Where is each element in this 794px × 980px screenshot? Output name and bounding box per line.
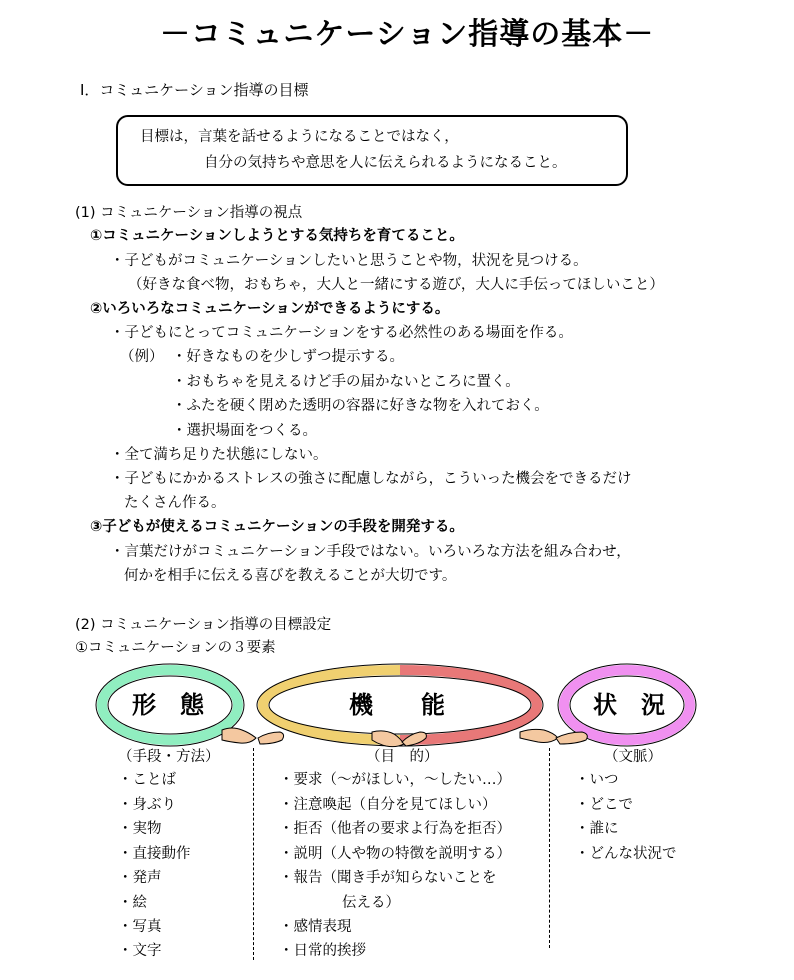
point3-title: ③子どもが使えるコミュニケーションの手段を開発する。 [90,519,464,535]
situation-label: 状 況 [593,691,665,719]
example-label: （例） [120,349,164,365]
example-item: ・おもちゃを見えるけど手の届かないところに置く。 [172,374,520,390]
point1-line2: （好きな食べ物，おもちゃ，大人と一緒にする遊び，大人に手伝ってほしいこと） [128,277,664,293]
form-item: ・身ぶり [118,797,176,813]
function-item: ・説明（人や物の特徴を説明する） [279,846,511,862]
point2-title: ②いろいろなコミュニケーションができるようにする。 [90,301,450,317]
form-caption: （手段・方法） [118,749,220,765]
point1-line1: ・子どもがコミュニケーションしたいと思うことや物，状況を見つける。 [110,253,588,269]
function-item: ・感情表現 [279,919,352,935]
function-item: ・要求（～がほしい，～したい…） [279,772,511,788]
part2-heading: (2) コミュニケーション指導の目標設定 [75,617,332,633]
example-item: ・ふたを硬く閉めた透明の容器に好きな物を入れておく。 [172,398,549,414]
goal-box [116,115,628,186]
form-item: ・絵 [118,895,147,911]
point2-line1: ・子どもにとってコミュニケーションをする必然性のある場面を作る。 [110,325,573,341]
example-item: ・選択場面をつくる。 [172,423,317,439]
situation-caption: （文脈） [604,749,662,765]
form-item: ・実物 [118,821,162,837]
situation-item: ・誰に [575,821,619,837]
form-item: ・ことば [118,772,176,788]
situation-item: ・どんな状況で [575,846,677,862]
point1-title: ①コミュニケーションしようとする気持ちを育てること。 [90,228,464,244]
point3-line2: 何かを相手に伝える喜びを教えることが大切です。 [124,568,457,584]
point2-line2: ・全て満ち足りた状態にしない。 [110,447,328,463]
function-label: 機 能 [349,691,445,719]
function-item: 伝える） [342,895,400,911]
example-item: ・好きなものを少しずつ提示する。 [172,349,404,365]
page-title: －コミュニケーション指導の基本－ [160,17,655,52]
situation-item: ・どこで [575,797,633,813]
column-divider [549,748,550,948]
function-item: ・日常的挨拶 [279,943,366,959]
form-item: ・発声 [118,870,162,886]
goal-line-1: 目標は，言葉を話せるようになることではなく， [140,129,459,145]
function-item: ・報告（聞き手が知らないことを [279,870,497,886]
goal-line-2: 自分の気持ちや意思を人に伝えられるようになること。 [204,155,567,171]
function-item: ・注意喚起（自分を見てほしい） [279,797,497,813]
form-label: 形 態 [132,691,204,719]
part2-sub: ①コミュニケーションの３要素 [75,640,276,656]
point2-line3b: たくさん作る。 [124,495,226,511]
situation-item: ・いつ [575,772,619,788]
section1-heading: Ⅰ．コミュニケーション指導の目標 [80,81,309,99]
function-caption: （目 的） [366,749,439,765]
point2-line3a: ・子どもにかかるストレスの強さに配慮しながら，こういった機会をできるだけ [110,471,632,487]
hand-icon [222,728,284,744]
column-divider [253,748,254,960]
form-item: ・文字 [118,943,162,959]
function-item: ・拒否（他者の要求よ行為を拒否） [279,821,511,837]
point3-line1: ・言葉だけがコミュニケーション手段ではない。いろいろな方法を組み合わせ， [110,544,631,560]
form-item: ・直接動作 [118,846,191,862]
part1-heading: (1) コミュニケーション指導の視点 [75,205,303,221]
form-item: ・写真 [118,919,162,935]
